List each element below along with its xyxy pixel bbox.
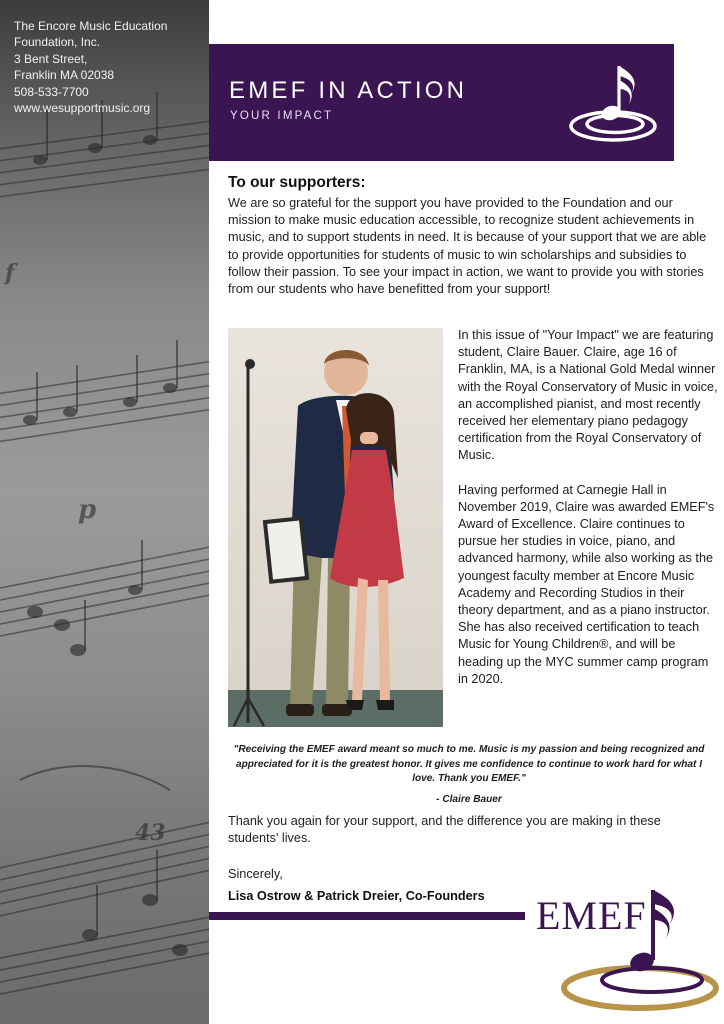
closing-sincerely: Sincerely, bbox=[228, 867, 283, 881]
sheet-music-background bbox=[0, 0, 209, 1024]
feature-article bbox=[458, 327, 720, 688]
intro-paragraph: We are so grateful for the support you have provided to the Foundation and our mission to make music education accessible, to recognize student achievements in music, and to support students in need. It is because of your support that we are able to provide opportunities for students of music to win scholarships and subsidies to follow their passion. To see your impact in action, we want to provide you with stories from our students who have benefitted from your support! bbox=[228, 196, 707, 297]
signers: Lisa Ostrow & Patrick Dreier, Co-Founders bbox=[228, 889, 485, 903]
quote-author: - Claire Bauer bbox=[436, 794, 502, 805]
feature-paragraph: In this issue of "Your Impact" we are featuring student, Claire Bauer. Claire, age 16 of Franklin, MA, is a National Gold Medal winner with the Royal Conservatory of Music in voice, an accomplished pianist, and most recently received her elementary piano pedagogy certification from the Royal Conservatory of Music. bbox=[458, 328, 718, 463]
contact-line: Foundation, Inc. bbox=[14, 35, 101, 50]
contact-city: Franklin MA 02038 bbox=[14, 68, 115, 83]
svg-text:43: 43 bbox=[135, 820, 166, 846]
banner-title: EMEF IN ACTION bbox=[229, 77, 468, 104]
contact-website[interactable]: www.wesupportmusic.org bbox=[14, 101, 151, 116]
footer-divider-bar bbox=[209, 912, 525, 920]
banner-subtitle: YOUR IMPACT bbox=[230, 110, 334, 122]
student-quote: "Receiving the EMEF award meant so much to me. Music is my passion and being recognized and appreciated for it is the greatest honor. It gives me confidence to continue to work hard for what I love. Thank you EMEF." bbox=[233, 744, 705, 785]
contact-address: 3 Bent Street, bbox=[14, 51, 88, 66]
contact-phone[interactable]: 508-533-7700 bbox=[14, 84, 89, 99]
svg-text:p: p bbox=[78, 495, 97, 525]
music-note-logo-icon bbox=[567, 60, 659, 148]
sidebar bbox=[0, 0, 209, 1024]
emef-footer-logo bbox=[530, 884, 720, 1014]
thanks-paragraph: Thank you again for your support, and the difference you are making in these students' lives. bbox=[228, 814, 661, 846]
emef-logo-text: EMEF bbox=[536, 893, 647, 938]
feature-paragraph: Having performed at Carnegie Hall in November 2019, Claire was awarded EMEF's Award of Excellence. Claire continues to pursue her studies in voice, piano, and advanced harmony, while also working as the youngest faculty member at Encore Music Academy and Recording Studios in their theory department, and as a piano instructor. She has also received certification to teach Music for Young Children®, and will be heading up the MYC summer camp program in 2020. bbox=[458, 482, 715, 686]
header-banner bbox=[209, 44, 674, 161]
letter-heading: To our supporters: bbox=[228, 174, 366, 191]
contact-info bbox=[14, 18, 204, 116]
contact-line: The Encore Music Education bbox=[14, 19, 168, 33]
student-photo bbox=[228, 328, 443, 727]
svg-text:f: f bbox=[5, 260, 15, 286]
